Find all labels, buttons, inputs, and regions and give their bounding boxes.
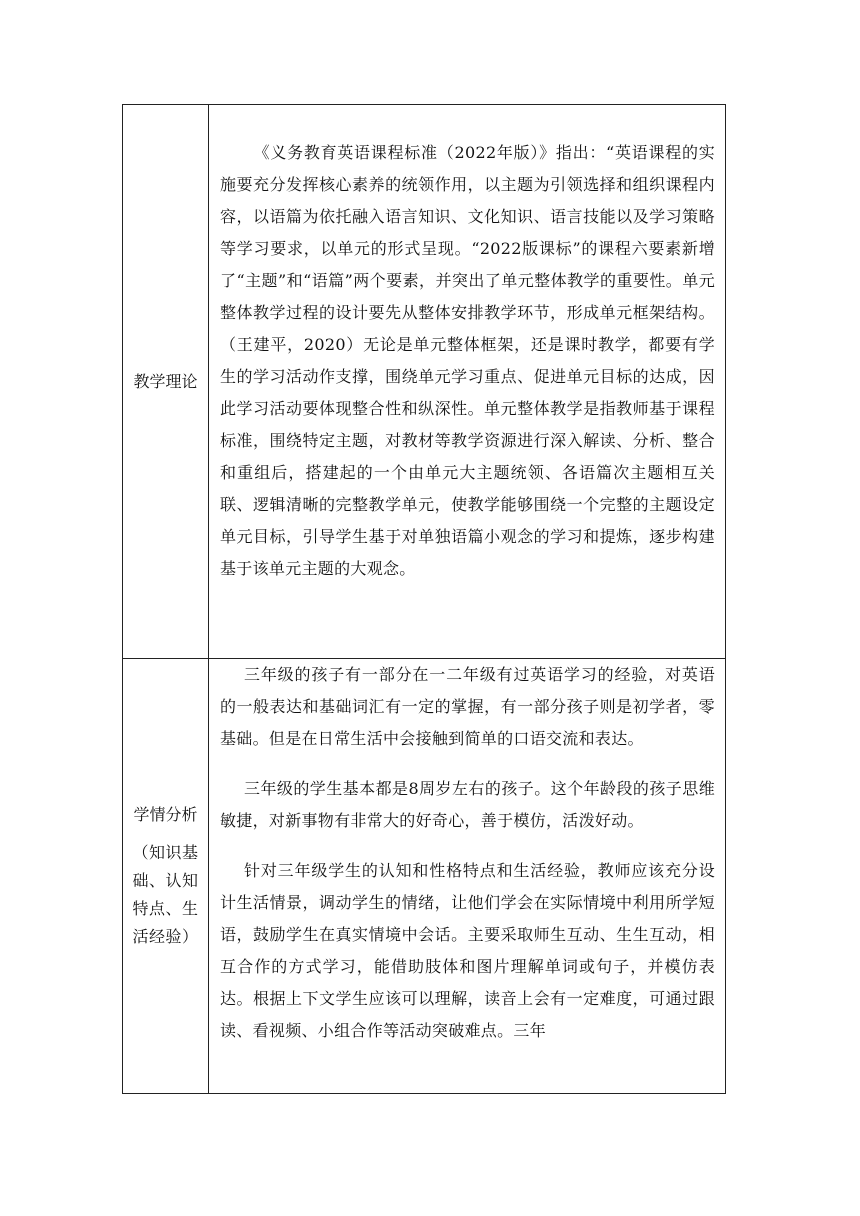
row-content-cell: [209, 659, 726, 1094]
analysis-paragraph: 针对三年级学生的认知和性格特点和生活经验，教师应该充分设计生活情景，调动学生的情绪，让他们学会在实际情境中利用所学短语，鼓励学生在真实情境中会话。主要采取师生互动、生生互动，相互合作的方式学习，能借助肢体和图片理解单词或句子，并模仿表达。根据上下文学生应该可以理解，读音上会有一定难度，可通过跟读、看视频、小组合作等活动突破难点。三年: [220, 861, 715, 1040]
table-row: [123, 659, 726, 1094]
row-label-cell: [123, 659, 209, 1094]
row-label: 教学理论: [133, 371, 198, 391]
analysis-paragraph: 三年级的学生基本都是8周岁左右的孩子。这个年龄段的孩子思维敏捷，对新事物有非常大的好奇心，善于模仿，活泼好动。: [220, 779, 715, 830]
row-label: 学情分析: [133, 805, 198, 824]
table-row: [123, 105, 726, 659]
row-content-cell: [209, 105, 726, 659]
analysis-content: [209, 659, 725, 1093]
analysis-paragraph: 三年级的孩子有一部分在一二年级有过英语学习的经验，对英语的一般表达和基础词汇有一定的掌握，有一部分孩子则是初学者，零基础。但是在日常生活中会接触到简单的口语交流和表达。: [220, 665, 715, 748]
theory-paragraph: 《义务教育英语课程标准（2022年版）》指出：“英语课程的实施要充分发挥核心素养的统领作用，以主题为引领选择和组织课程内容，以语篇为依托融入语言知识、文化知识、语言技能以及学习策略等学习要求，以单元的形式呈现。“2022版课标”的课程六要素新增了“主题”和“语篇”两个要素，并突出了单元整体教学的重要性。单元整体教学过程的设计要先从整体安排教学环节，形成单元框架结构。（王建平，2020）无论是单元整体框架，还是课时教学，都要有学生的学习活动作支撑，围绕单元学习重点、促进单元目标的达成，因此学习活动要体现整合性和纵深性。单元整体教学是指教师基于课程标准，围绕特定主题，对教材等教学资源进行深入解读、分析、整合和重组后，搭建起的一个由单元大主题统领、各语篇次主题相互关联、逻辑清晰的完整教学单元，使教学能够围绕一个完整的主题设定单元目标，引导学生基于对单独语篇小观念的学习和提炼，逐步构建基于该单元主题的大观念。: [220, 143, 715, 578]
row-label-cell: [123, 105, 209, 659]
lesson-plan-table: [122, 104, 726, 1094]
row-sublabel: （知识基础、认知特点、生活经验）: [132, 843, 199, 946]
